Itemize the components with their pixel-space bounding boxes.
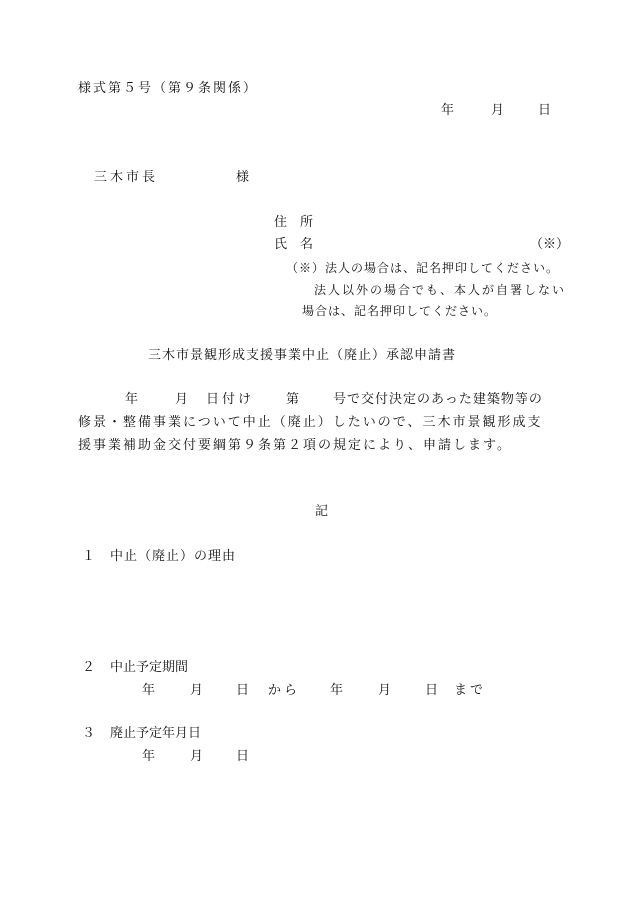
addressee-name: 三木市長 xyxy=(94,170,159,185)
date-year-label: 年 xyxy=(441,103,455,118)
date-month-label: 月 xyxy=(491,103,505,118)
applicant-note-line3: 場合は、記名押印してください。 xyxy=(302,304,498,318)
body-line2: 修景・整備事業について中止（廃止）したいので、三木市景観形成支 xyxy=(78,415,543,430)
period-from-month: 月 xyxy=(190,683,204,698)
period-from-day: 日 xyxy=(236,683,250,698)
applicant-note-line2: 法人以外の場合でも、本人が自署しない xyxy=(314,283,567,297)
item-label: 廃止予定年月日 xyxy=(110,726,202,741)
abolition-day: 日 xyxy=(236,749,250,764)
abolition-month: 月 xyxy=(190,749,204,764)
period-from-word: から xyxy=(268,683,301,698)
body-line3: 援事業補助金交付要綱第９条第２項の規定により、申請します。 xyxy=(78,438,512,453)
body-month: 月 xyxy=(175,392,189,407)
item-label: 中止（廃止）の理由 xyxy=(110,549,237,564)
body-dai: 第 xyxy=(286,392,300,407)
date-day-label: 日 xyxy=(538,103,552,118)
ki-heading: 記 xyxy=(315,504,329,519)
addressee-honorific: 様 xyxy=(236,170,250,185)
period-to-year: 年 xyxy=(330,683,344,698)
document-title: 三木市景観形成支援事業中止（廃止）承認申請書 xyxy=(148,348,457,363)
item-number: ３ xyxy=(82,726,96,741)
period-from-year: 年 xyxy=(142,683,156,698)
address-label: 住 所 xyxy=(274,215,314,230)
seal-mark: （※） xyxy=(530,237,570,252)
form-number: 様式第５号（第９条関係） xyxy=(78,81,259,96)
name-label: 氏 名 xyxy=(274,237,314,252)
body-line1-rest: 号で交付決定のあった建築物等の xyxy=(333,392,543,407)
item-number: ２ xyxy=(82,660,96,675)
item-label: 中止予定期間 xyxy=(110,660,189,675)
body-year: 年 xyxy=(125,392,139,407)
period-to-day: 日 xyxy=(425,683,439,698)
applicant-note-line1: （※）法人の場合は、記名押印してください。 xyxy=(286,261,560,275)
item-number: １ xyxy=(82,549,96,564)
abolition-year: 年 xyxy=(142,749,156,764)
period-to-word: まで xyxy=(454,683,487,698)
body-day-dated: 日付け xyxy=(206,392,255,407)
period-to-month: 月 xyxy=(378,683,392,698)
